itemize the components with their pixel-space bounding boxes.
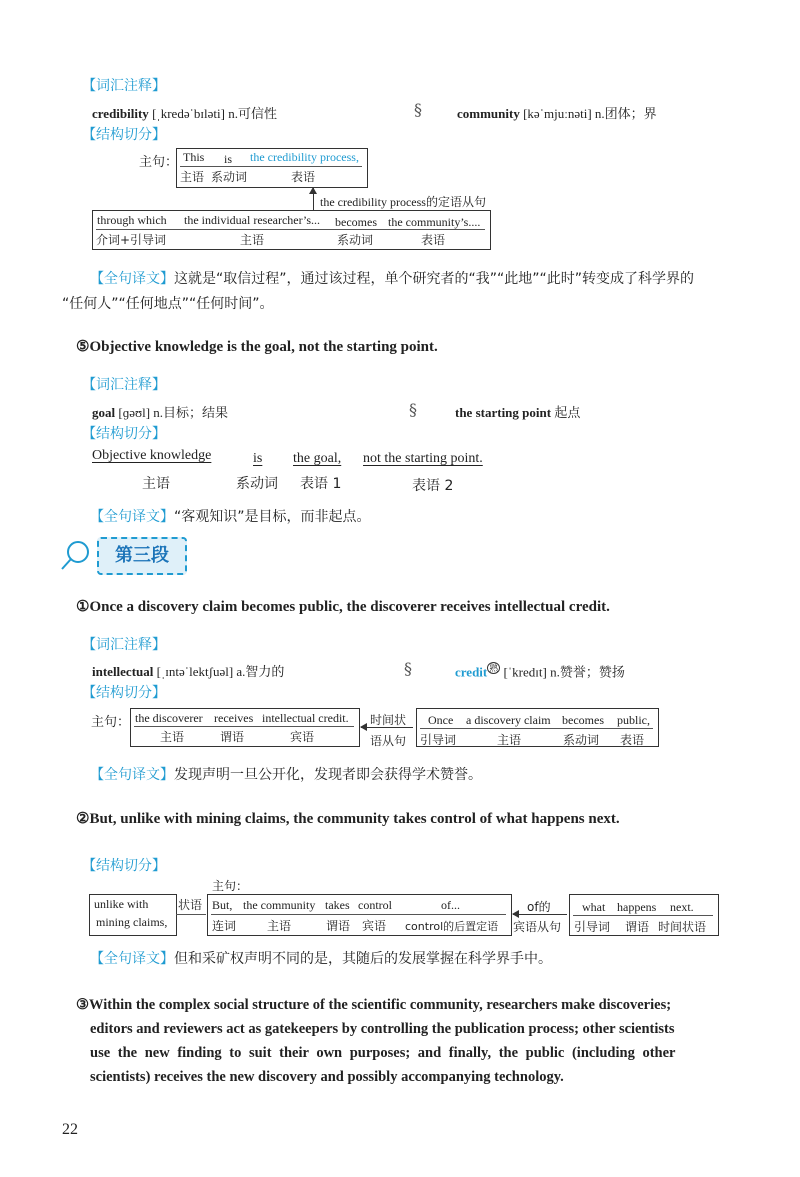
page-number: 22: [62, 1121, 78, 1138]
underline: [420, 728, 653, 729]
vocab-word: goal: [92, 405, 116, 420]
cell-through-which: through which: [97, 213, 167, 227]
vocab-def: [ˌkredəˈbɪləti] n.可信性: [152, 106, 277, 121]
cell-control: control: [358, 898, 392, 912]
label-predicative: 表语: [620, 733, 645, 747]
tag-vocab: 【 词汇注释 】: [82, 374, 166, 394]
translation-line2: “任何人”“任何地点”“任何时间”。: [62, 296, 274, 312]
tag-vocab: 【 词汇注释 】: [82, 634, 166, 654]
label-subject: 主语: [240, 233, 265, 247]
main-clause-label: 主句：: [91, 715, 131, 730]
cell-unlike-with: unlike with: [94, 897, 149, 911]
translation-p3-1: [90, 764, 482, 784]
label-subject: 主语: [497, 733, 522, 747]
vocab-def: 起点: [554, 405, 581, 420]
cell-mining-claims: mining claims,: [96, 915, 168, 929]
vocab-goal: [92, 402, 228, 421]
tag-structure: 【 结构切分 】: [82, 124, 166, 144]
cell-community: the community’s....: [388, 215, 481, 229]
cell-discovery-claim: a discovery claim: [466, 713, 551, 727]
label-predicate: 谓语: [625, 920, 650, 934]
label-time-adverbial: 时间状语: [658, 920, 707, 934]
vocab-credibility: [92, 103, 277, 122]
magnifier-icon: [58, 538, 94, 574]
cell-intellectual-credit: intellectual credit.: [262, 711, 349, 725]
underline: [96, 229, 485, 230]
connector-line: [176, 914, 206, 915]
cell-once: Once: [428, 713, 454, 727]
cell-becomes: becomes: [562, 713, 604, 727]
cell-the-goal: the goal,: [293, 451, 342, 466]
vocab-community: [457, 103, 657, 122]
vocab-credit: [455, 661, 625, 680]
main-clause-label: 主句：: [139, 155, 179, 170]
label-object: 宾语: [362, 919, 387, 933]
cell-happens: happens: [617, 900, 657, 914]
tag-structure: 【 结构切分 】: [82, 855, 166, 875]
arrow-up-icon: [313, 188, 314, 210]
cell-this: This: [183, 150, 205, 164]
label-predicative: 表语: [291, 170, 316, 184]
familiar-mark: 熟: [489, 663, 499, 673]
label-linking-verb: 系动词: [337, 233, 374, 247]
translation-5: [90, 506, 371, 526]
label-linking-verb: 系动词: [563, 733, 600, 747]
label-predicate: 谓语: [220, 730, 245, 744]
underline: [134, 726, 354, 727]
label-conjunction: 引导词: [420, 733, 457, 747]
label-predicative: 表语: [421, 233, 446, 247]
sentence-p3-2: ②But, unlike with mining claims, the community takes control of what happens next.: [76, 811, 620, 827]
sentence-5: ⑤Objective knowledge is the goal, not the starting point.: [76, 339, 438, 355]
cell-takes: takes: [325, 898, 350, 912]
translation-text: 但和采矿权声明不同的是，其随后的发展掌握在科学界手中。: [174, 951, 552, 967]
main-clause-label: 主句：: [212, 879, 249, 893]
sentence-p3-3-line1: ③Within the complex social structure of the scientific community, researchers make discoveries;: [76, 997, 672, 1013]
label-linking-verb: 系动词: [211, 170, 248, 184]
tag-translation: 【 全句译文 】: [90, 509, 174, 525]
label-predicative-1: 表语 1: [300, 476, 342, 492]
vocab-word: community: [457, 106, 520, 121]
vocab-def: [ˈkredɪt] n.赞誉；赞扬: [503, 664, 625, 680]
vocab-word: the starting point: [455, 405, 552, 420]
translation-text: 发现声明一旦公开化，发现者即会获得学术赞誉。: [174, 767, 482, 783]
label-prep-relative: 介词+引导词: [96, 233, 167, 247]
label-adverbial: 状语: [178, 898, 203, 912]
label-subject: 主语: [142, 476, 170, 492]
cell-the-community: the community: [243, 898, 316, 912]
separator-icon: §: [409, 400, 417, 419]
tag-translation: 【 全句译文 】: [90, 951, 174, 967]
vocab-def: [ɡəʊl] n.目标；结果: [118, 405, 229, 420]
label-postmodifier: control的后置定语: [405, 920, 499, 933]
translation-p3-2: [90, 948, 552, 968]
label-predicative-2: 表语 2: [412, 478, 454, 494]
cell-what: what: [582, 900, 606, 914]
mid-label-2: 语从句: [370, 734, 407, 748]
cell-receives: receives: [214, 711, 254, 725]
separator-icon: §: [404, 659, 412, 678]
sentence-p3-1: ①Once a discovery claim becomes public, the discoverer receives intellectual credit.: [76, 599, 610, 615]
tag-structure: 【 结构切分 】: [82, 423, 166, 443]
underline: [573, 915, 713, 916]
underline: [211, 914, 506, 915]
sentence-p3-3-line4: scientists) receives the new discovery and possibly accompanying technology.: [90, 1069, 564, 1085]
vocab-word: credibility: [92, 106, 149, 121]
sentence-p3-3-line2: editors and reviewers act as gatekeepers by controlling the publication process; other scientists: [90, 1021, 675, 1037]
label-conjunction: 连词: [212, 919, 237, 933]
vocab-def: [kəˈmjuːnəti] n.团体；界: [523, 106, 657, 121]
underline: [180, 166, 362, 167]
vocab-word: intellectual: [92, 664, 154, 679]
tag-translation: 【 全句译文 】: [90, 767, 174, 783]
section-title: 第三段: [97, 537, 187, 575]
translation-text: 这就是“取信过程”，通过该过程，单个研究者的“我”“此地”“此时”转变成了科学界的: [174, 271, 695, 287]
vocab-word: credit: [455, 664, 488, 680]
cell-of: of...: [441, 898, 460, 912]
cell-researcher: the individual researcher’s...: [184, 213, 321, 227]
cell-credibility-process: the credibility process,: [250, 150, 359, 164]
vocab-intellectual: [92, 661, 284, 680]
label-predicate: 谓语: [326, 919, 351, 933]
label-subject: 主语: [180, 170, 205, 184]
separator-icon: §: [414, 100, 422, 119]
cell-but: But,: [212, 898, 233, 912]
mid-label-1: 时间状: [370, 713, 407, 727]
label-subject: 主语: [267, 919, 292, 933]
cell-objective-knowledge: Objective knowledge: [92, 448, 212, 463]
label-conjunction: 引导词: [574, 920, 611, 934]
tag-vocab: 【 词汇注释 】: [82, 75, 166, 95]
label-linking-verb: 系动词: [236, 476, 278, 492]
label-object: 宾语: [290, 730, 315, 744]
cell-next: next.: [670, 900, 694, 914]
of-object-label-2: 宾语从句: [513, 920, 562, 934]
cell-becomes: becomes: [335, 215, 377, 229]
tag-translation: 【 全句译文 】: [90, 271, 174, 287]
translation-text: “客观知识”是目标，而非起点。: [174, 509, 371, 525]
clause-note: the credibility process的定语从句: [320, 195, 486, 209]
translation-line1: [90, 268, 694, 288]
cell-public: public,: [617, 713, 650, 727]
vocab-def: [ˌɪntəˈlektʃuəl] a.智力的: [156, 664, 285, 679]
vocab-starting-point: [455, 402, 580, 421]
tag-structure: 【 结构切分 】: [82, 682, 166, 702]
cell-discoverer: the discoverer: [135, 711, 203, 725]
sentence-p3-3-line3: use the new finding to suit their own purposes; and finally, the public (including other: [90, 1045, 676, 1061]
cell-not-starting-point: not the starting point.: [363, 451, 483, 466]
label-subject: 主语: [160, 730, 185, 744]
of-object-label-1: of的: [527, 900, 551, 914]
cell-is: is: [253, 451, 263, 466]
cell-is: is: [224, 152, 233, 166]
